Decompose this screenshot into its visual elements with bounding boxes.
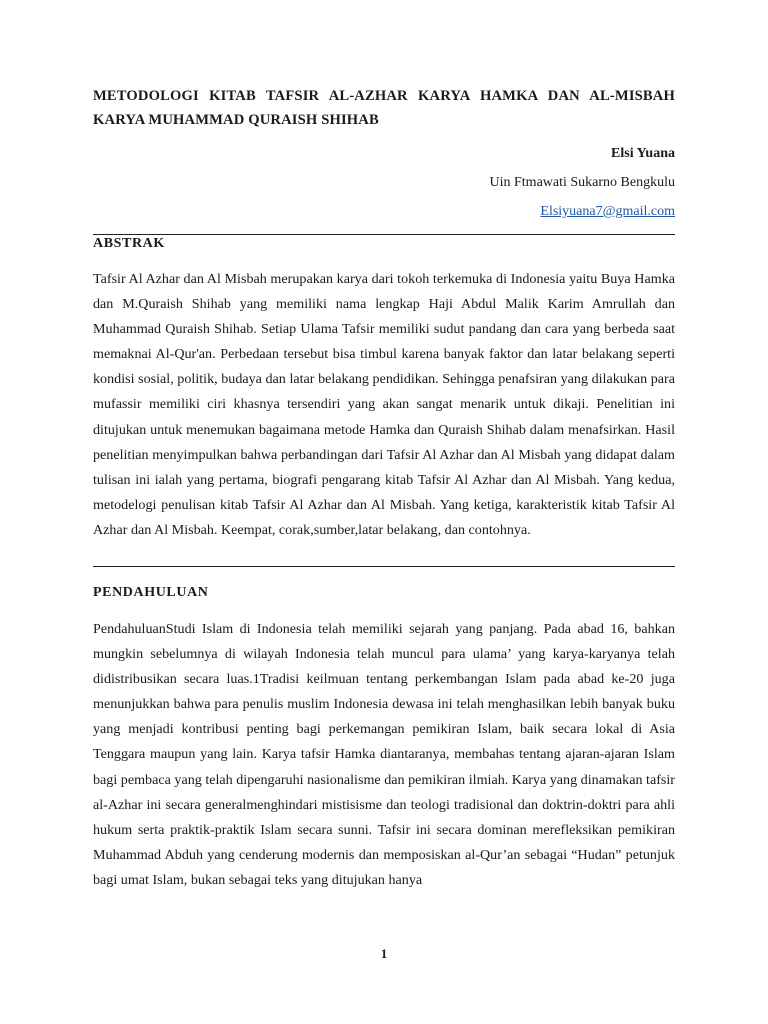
- abstract-heading: ABSTRAK: [93, 236, 165, 251]
- paper-title: [93, 84, 675, 132]
- introduction-heading: PENDAHULUAN: [93, 585, 209, 600]
- abstract-top-rule: [93, 234, 675, 235]
- author-name: Elsi Yuana: [611, 146, 675, 161]
- page-number: 1: [380, 946, 388, 961]
- title-line-1: METODOLOGI KITAB TAFSIR AL-AZHAR KARYA HAMKA DAN AL-MISBAH: [93, 88, 675, 104]
- author-email-link[interactable]: Elsiyuana7@gmail.com: [540, 204, 675, 219]
- title-line-2: KARYA MUHAMMAD QURAISH SHIHAB: [93, 112, 379, 128]
- author-affiliation: Uin Ftmawati Sukarno Bengkulu: [489, 175, 675, 190]
- abstract-bottom-rule: [93, 566, 675, 567]
- introduction-text: PendahuluanStudi Islam di Indonesia telah memiliki sejarah yang panjang. Pada abad 16, bahkan mungkin sebelumnya di wilayah Indonesia telah muncul para ulama’ yang karya-karyanya telah didistribusikan secara luas.1Tradisi keilmuan tentang perkembangan Islam pada abad ke-20 juga menunjukkan bahwa para penulis muslim Indonesia dewasa ini telah menghasilkan lebih banyak buku yang menjadi kontribusi penting bagi perkemangan pemikiran Islam, baik secara lokal di Asia Tenggara maupun yang lain. Karya tafsir Hamka diantaranya, membahas tentang ajaran-ajaran Islam bagi pembaca yang telah dipengaruhi nasionalisme dan pemikiran ilmiah. Karya yang dinamakan tafsir al-Azhar ini secara generalmenghindari mistisisme dan teologi tradisional dan doktrin-doktri para ahli hukum serta praktik-praktik Islam secara sunni. Tafsir ini secara dominan merefleksikan pemikiran Muhammad Abduh yang cenderung modernis dan memposiskan al-Qur’an sebagai “Hudan” petunjuk bagi umat Islam, bukan sebagai teks yang ditujukan hanya: [93, 621, 675, 888]
- abstract-text: Tafsir Al Azhar dan Al Misbah merupakan karya dari tokoh terkemuka di Indonesia yaitu Buya Hamka dan M.Quraish Shihab yang memiliki nama lengkap Haji Abdul Malik Karim Amrullah dan Muhammad Quraish Shihab. Setiap Ulama Tafsir memiliki sudut pandang dan cara yang berbeda saat memaknai Al-Qur'an. Perbedaan tersebut bisa timbul karena banyak faktor dan latar belakang seperti kondisi sosial, politik, budaya dan latar belakang pendidikan. Sehingga penafsiran yang dilakukan para mufassir memiliki ciri khasnya tersendiri yang akan sangat menarik untuk dikaji. Penelitian ini ditujukan untuk menemukan bagaimana metode Hamka dan Quraish Shihab dalam menafsirkan. Hasil penelitian menyimpulkan bahwa perbandingan dari Tafsir Al Azhar dan Al Misbah yang didapat dalam tulisan ini ialah yang pertama, biografi pengarang kitab Tafsir Al Azhar dan Al Misbah. Yang kedua, metodelogi penulisan kitab Tafsir Al Azhar dan Al Misbah. Yang ketiga, karakteristik kitab Tafsir Al Azhar dan Al Misbah. Keempat, corak,sumber,latar belakang, dan contohnya.: [93, 271, 675, 538]
